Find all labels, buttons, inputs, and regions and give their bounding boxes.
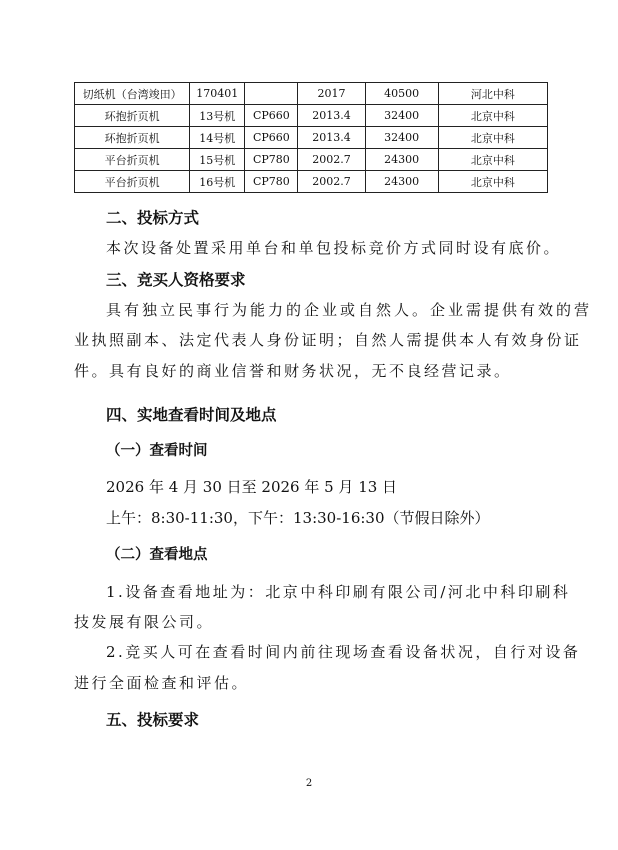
equipment-table — [74, 82, 548, 193]
subheading-inspection-time: （一）查看时间 — [106, 443, 208, 459]
table-cell: 40500 — [365, 83, 438, 105]
table-cell: 北京中科 — [438, 127, 547, 149]
inspection-hours: 上午：8:30-11:30，下午：13:30-16:30（节假日除外） — [106, 509, 490, 527]
subheading-inspection-location: （二）查看地点 — [106, 547, 208, 563]
table-cell: 2017 — [298, 83, 365, 105]
paragraph-line: 技发展有限公司。 — [74, 613, 215, 631]
table-cell: 32400 — [365, 105, 438, 127]
paragraph-line: 进行全面检查和评估。 — [74, 674, 250, 692]
table-cell: 环抱折页机 — [75, 127, 190, 149]
table-cell: 北京中科 — [438, 105, 547, 127]
table-cell: 环抱折页机 — [75, 105, 190, 127]
table-cell: 2013.4 — [298, 105, 365, 127]
table-cell: 170401 — [190, 83, 245, 105]
paragraph-line: 业执照副本、法定代表人身份证明；自然人需提供本人有效身份证 — [74, 331, 582, 349]
table-row — [75, 105, 548, 127]
paragraph-line: 具有独立民事行为能力的企业或自然人。企业需提供有效的营 — [106, 301, 593, 319]
table-cell: 北京中科 — [438, 149, 547, 171]
paragraph-line: 2.竞买人可在查看时间内前往现场查看设备状况，自行对设备 — [106, 643, 581, 661]
table-cell: 13号机 — [190, 105, 245, 127]
section-heading-bidder-qualifications: 三、竞买人资格要求 — [106, 271, 246, 289]
paragraph-line: 件。具有良好的商业信誉和财务状况，无不良经营记录。 — [74, 362, 512, 380]
table-cell: CP780 — [245, 171, 298, 193]
table-cell: 河北中科 — [438, 83, 547, 105]
section-heading-site-inspection: 四、实地查看时间及地点 — [106, 406, 277, 424]
paragraph: 本次设备处置采用单台和单包投标竞价方式同时设有底价。 — [106, 239, 562, 257]
section-heading-bidding-requirements: 五、投标要求 — [106, 711, 200, 729]
page-number: 2 — [305, 778, 313, 789]
table-row — [75, 83, 548, 105]
table-cell: 平台折页机 — [75, 149, 190, 171]
inspection-date-range: 2026 年 4 月 30 日至 2026 年 5 月 13 日 — [106, 478, 398, 496]
table-cell: 2013.4 — [298, 127, 365, 149]
table-cell: 16号机 — [190, 171, 245, 193]
table-cell: 2002.7 — [298, 171, 365, 193]
table-cell: 15号机 — [190, 149, 245, 171]
table-cell: 32400 — [365, 127, 438, 149]
table-row — [75, 127, 548, 149]
table-cell: 14号机 — [190, 127, 245, 149]
table-cell: CP660 — [245, 105, 298, 127]
table-cell — [245, 83, 298, 105]
section-heading-bidding-method: 二、投标方式 — [106, 209, 200, 227]
table-cell: 24300 — [365, 171, 438, 193]
table-cell: 北京中科 — [438, 171, 547, 193]
table-cell: 2002.7 — [298, 149, 365, 171]
paragraph-line: 1.设备查看地址为：北京中科印刷有限公司/河北中科印刷科 — [106, 583, 571, 601]
table-row — [75, 171, 548, 193]
table-cell: 切纸机（台湾竣田） — [75, 83, 190, 105]
table-cell: 24300 — [365, 149, 438, 171]
table-row — [75, 149, 548, 171]
table-cell: CP660 — [245, 127, 298, 149]
table-cell: CP780 — [245, 149, 298, 171]
table-cell: 平台折页机 — [75, 171, 190, 193]
